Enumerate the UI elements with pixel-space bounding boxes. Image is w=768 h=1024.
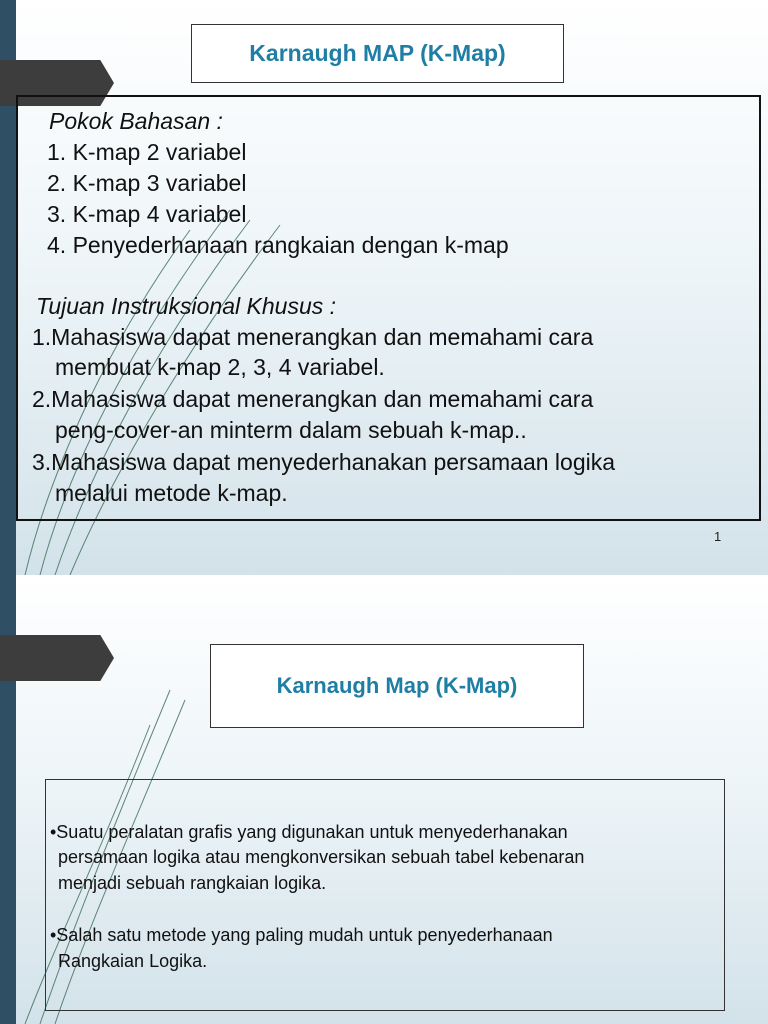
bullet-item: •Suatu peralatan grafis yang digunakan untuk menyederhanakan <box>50 822 568 842</box>
objective-item-cont: melalui metode k-map. <box>55 480 288 506</box>
objective-item-cont: peng-cover-an minterm dalam sebuah k-map.. <box>55 417 527 443</box>
bullet-item-cont: menjadi sebuah rangkaian logika. <box>58 873 327 893</box>
topics-heading: Pokok Bahasan : <box>49 108 223 134</box>
slide-1-content-box <box>16 95 761 521</box>
slide-tab <box>0 635 114 681</box>
bullet-item: •Salah satu metode yang paling mudah untuk penyederhanaan <box>50 925 553 945</box>
bullet-item-cont: Rangkaian Logika. <box>58 951 208 971</box>
objective-item: 2.Mahasiswa dapat menerangkan dan memahami cara <box>32 386 594 412</box>
slide-2-content-box <box>45 779 725 1011</box>
slide-2-title-box <box>210 644 584 728</box>
objective-item: 1.Mahasiswa dapat menerangkan dan memahami cara <box>32 324 594 350</box>
objectives-heading: Tujuan Instruksional Khusus : <box>36 293 337 319</box>
slide-1-title: Karnaugh MAP (K-Map) <box>249 40 506 66</box>
bullet-item-cont: persamaan logika atau mengkonversikan sebuah tabel kebenaran <box>58 847 585 867</box>
objective-item-cont: membuat k-map 2, 3, 4 variabel. <box>55 354 385 380</box>
slide-2 <box>0 575 768 1024</box>
objective-item: 3.Mahasiswa dapat menyederhanakan persamaan logika <box>32 449 616 475</box>
topic-item: 3. K-map 4 variabel <box>47 201 247 227</box>
topic-item: 4. Penyederhanaan rangkaian dengan k-map <box>47 232 509 258</box>
page-number: 1 <box>714 529 722 544</box>
topic-item: 2. K-map 3 variabel <box>47 170 247 196</box>
topic-item: 1. K-map 2 variabel <box>47 139 247 165</box>
slide-2-title: Karnaugh Map (K-Map) <box>276 673 518 698</box>
slide-1-title-box <box>191 24 564 83</box>
